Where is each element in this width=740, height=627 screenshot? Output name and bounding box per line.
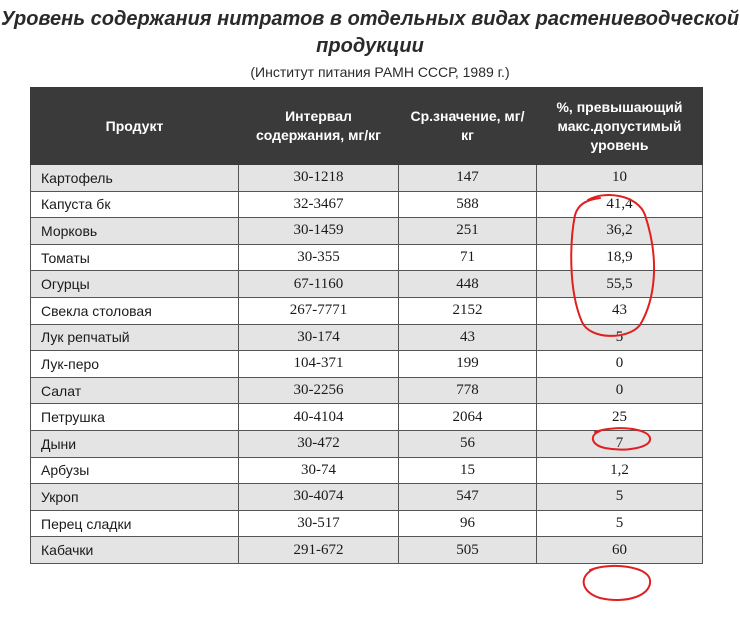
cell-product: Перец сладки: [31, 510, 239, 537]
cell-interval: 291-672: [239, 537, 399, 564]
cell-average: 547: [399, 484, 537, 511]
cell-percent: 43: [537, 297, 703, 324]
annotation-circle-kabachki: [584, 566, 650, 600]
cell-percent: 5: [537, 484, 703, 511]
table-row: [31, 191, 703, 218]
cell-product: Лук репчатый: [31, 324, 239, 351]
cell-interval: 30-355: [239, 244, 399, 271]
table-row: [31, 351, 703, 378]
header-interval: Интервал содержания, мг/кг: [239, 88, 399, 165]
table-row: [31, 165, 703, 192]
table-row: [31, 324, 703, 351]
cell-interval: 104-371: [239, 351, 399, 378]
cell-product: Томаты: [31, 244, 239, 271]
table-row: [31, 484, 703, 511]
cell-product: Свекла столовая: [31, 297, 239, 324]
cell-average: 96: [399, 510, 537, 537]
cell-interval: 30-1459: [239, 218, 399, 245]
header-percent-exceeding: %, превышающий макс.допустимый уровень: [537, 88, 703, 165]
cell-average: 505: [399, 537, 537, 564]
cell-interval: 32-3467: [239, 191, 399, 218]
cell-percent: 7: [537, 430, 703, 457]
cell-percent: 5: [537, 324, 703, 351]
cell-percent: 25: [537, 404, 703, 431]
cell-percent: 18,9: [537, 244, 703, 271]
table-row: [31, 297, 703, 324]
cell-average: 147: [399, 165, 537, 192]
cell-product: Огурцы: [31, 271, 239, 298]
cell-average: 778: [399, 377, 537, 404]
cell-average: 2152: [399, 297, 537, 324]
nitrate-table: [30, 87, 703, 564]
cell-product: Арбузы: [31, 457, 239, 484]
cell-average: 56: [399, 430, 537, 457]
table-row: [31, 271, 703, 298]
cell-product: Петрушка: [31, 404, 239, 431]
cell-product: Дыни: [31, 430, 239, 457]
cell-interval: 30-1218: [239, 165, 399, 192]
cell-average: 588: [399, 191, 537, 218]
cell-percent: 41,4: [537, 191, 703, 218]
header-product: Продукт: [31, 88, 239, 165]
cell-interval: 30-472: [239, 430, 399, 457]
cell-product: Капуста бк: [31, 191, 239, 218]
cell-average: 448: [399, 271, 537, 298]
cell-interval: 30-174: [239, 324, 399, 351]
cell-percent: 0: [537, 351, 703, 378]
page-title: Уровень содержания нитратов в отдельных видах растениеводческой продукции: [0, 8, 740, 57]
cell-average: 43: [399, 324, 537, 351]
cell-average: 2064: [399, 404, 537, 431]
table-row: [31, 430, 703, 457]
cell-percent: 10: [537, 165, 703, 192]
cell-percent: 0: [537, 377, 703, 404]
table-row: [31, 457, 703, 484]
header-average: Ср.значение, мг/кг: [399, 88, 537, 165]
page-subtitle: (Институт питания РАМН СССР, 1989 г.): [250, 64, 510, 80]
cell-interval: 30-74: [239, 457, 399, 484]
cell-product: Картофель: [31, 165, 239, 192]
cell-interval: 40-4104: [239, 404, 399, 431]
table-row: [31, 537, 703, 564]
table-row: [31, 404, 703, 431]
cell-interval: 30-2256: [239, 377, 399, 404]
cell-average: 199: [399, 351, 537, 378]
cell-percent: 60: [537, 537, 703, 564]
cell-interval: 267-7771: [239, 297, 399, 324]
table-row: [31, 510, 703, 537]
table-header-row: [31, 88, 703, 165]
cell-percent: 36,2: [537, 218, 703, 245]
cell-interval: 67-1160: [239, 271, 399, 298]
cell-average: 71: [399, 244, 537, 271]
table-row: [31, 218, 703, 245]
cell-product: Кабачки: [31, 537, 239, 564]
cell-interval: 30-4074: [239, 484, 399, 511]
table-row: [31, 377, 703, 404]
table-row: [31, 244, 703, 271]
cell-percent: 55,5: [537, 271, 703, 298]
cell-average: 15: [399, 457, 537, 484]
cell-percent: 1,2: [537, 457, 703, 484]
cell-product: Лук-перо: [31, 351, 239, 378]
cell-product: Укроп: [31, 484, 239, 511]
cell-interval: 30-517: [239, 510, 399, 537]
cell-average: 251: [399, 218, 537, 245]
cell-product: Морковь: [31, 218, 239, 245]
cell-percent: 5: [537, 510, 703, 537]
cell-product: Салат: [31, 377, 239, 404]
